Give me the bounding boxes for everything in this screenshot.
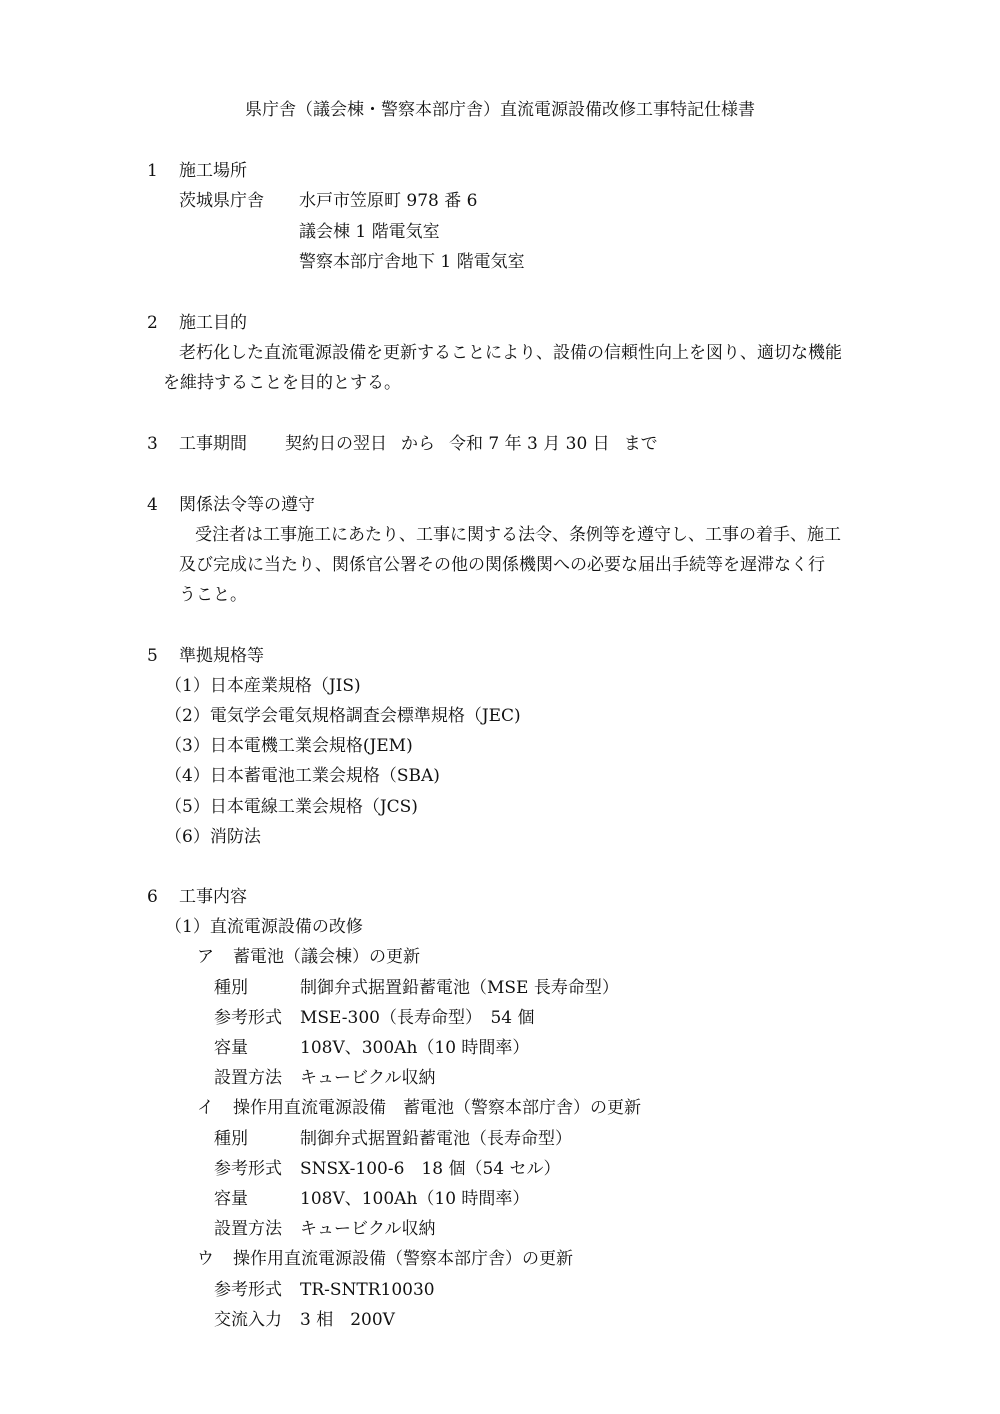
site-room: 警察本部庁舎地下 1 階電気室	[299, 252, 525, 272]
section-title: 工事内容	[179, 887, 247, 907]
spec-key: 種別	[214, 1129, 248, 1149]
spec-value: SNSX-100-6 18 個（54 セル）	[300, 1159, 561, 1179]
section-title: 関係法令等の遵守	[179, 495, 315, 515]
item-b-heading	[197, 1097, 641, 1119]
spec-row	[214, 1128, 572, 1150]
section-3-heading	[147, 433, 658, 455]
item-number: （3）	[165, 736, 210, 756]
item-text: 直流電源設備の改修	[209, 917, 363, 937]
paragraph-line: うこと。	[179, 585, 247, 605]
standard-item	[165, 796, 418, 818]
document-title: 県庁舎（議会棟・警察本部庁舎）直流電源設備改修工事特記仕様書	[245, 100, 755, 120]
item-text: 日本蓄電池工業会規格（SBA)	[209, 766, 440, 786]
item-c-heading	[197, 1248, 573, 1270]
section-title: 準拠規格等	[179, 646, 264, 666]
spec-value: TR-SNTR10030	[300, 1280, 435, 1300]
spec-value: 108V、100Ah（10 時間率）	[300, 1189, 530, 1209]
item-number: （1）	[165, 676, 210, 696]
spec-value: 3 相 200V	[300, 1310, 395, 1330]
item-title: 操作用直流電源設備（警察本部庁舎）の更新	[233, 1249, 573, 1269]
item-text: 電気学会電気規格調査会標準規格（JEC)	[209, 706, 521, 726]
spec-row	[214, 1188, 529, 1210]
site-address: 水戸市笠原町 978 番 6	[299, 191, 478, 211]
section-4-heading	[147, 494, 315, 516]
item-text: 日本電線工業会規格（JCS)	[209, 797, 418, 817]
spec-row	[214, 1309, 395, 1331]
section-6-heading	[147, 886, 247, 908]
spec-key: 種別	[214, 978, 248, 998]
spec-row	[214, 1067, 436, 1089]
section-5-heading	[147, 645, 264, 667]
item-number: （2）	[165, 706, 210, 726]
item-a-heading	[197, 946, 420, 968]
section-number: 1	[147, 161, 158, 181]
section-title: 施工場所	[179, 161, 247, 181]
section-number: 5	[147, 646, 158, 666]
section-title: 工事期間	[179, 434, 247, 454]
item-mark: ウ	[197, 1249, 214, 1269]
paragraph-line: 老朽化した直流電源設備を更新することにより、設備の信頼性向上を図り、適切な機能	[179, 343, 842, 363]
section-number: 6	[147, 887, 158, 907]
spec-key: 参考形式	[214, 1008, 282, 1028]
standard-item	[165, 675, 361, 697]
section-1-heading	[147, 160, 247, 182]
item-text: 日本産業規格（JIS)	[209, 676, 361, 696]
spec-key: 容量	[214, 1038, 248, 1058]
spec-row	[214, 1037, 529, 1059]
spec-key: 交流入力	[214, 1310, 282, 1330]
period-end: 令和 7 年 3 月 30 日	[449, 434, 610, 454]
standard-item	[165, 735, 413, 757]
item-mark: ア	[197, 947, 214, 967]
spec-value: キュービクル収納	[300, 1068, 436, 1088]
period-until: まで	[623, 434, 658, 454]
spec-key: 参考形式	[214, 1280, 282, 1300]
section-number: 4	[147, 495, 158, 515]
paragraph-line: 及び完成に当たり、関係官公署その他の関係機関への必要な届出手続等を遅滞なく行	[179, 555, 825, 575]
spec-row	[214, 977, 619, 999]
section-title: 施工目的	[179, 313, 247, 333]
period-from: から	[401, 434, 435, 454]
spec-value: 制御弁式据置鉛蓄電池（長寿命型）	[300, 1129, 572, 1149]
paragraph-line: 受注者は工事施工にあたり、工事に関する法令、条例等を遵守し、工事の着手、施工	[195, 525, 841, 545]
spec-row	[214, 1158, 561, 1180]
site-room: 議会棟 1 階電気室	[299, 222, 440, 242]
spec-key: 設置方法	[214, 1219, 282, 1239]
item-number: （4）	[165, 766, 210, 786]
item-number: （6）	[165, 827, 210, 847]
item-title: 蓄電池（議会棟）の更新	[233, 947, 420, 967]
paragraph-line: を維持することを目的とする。	[163, 373, 401, 393]
standard-item	[165, 826, 261, 848]
subsection-heading	[165, 916, 363, 938]
section-number: 2	[147, 313, 158, 333]
standard-item	[165, 705, 521, 727]
spec-row	[214, 1279, 435, 1301]
spec-value: キュービクル収納	[300, 1219, 436, 1239]
item-mark: イ	[197, 1098, 214, 1118]
site-label: 茨城県庁舎	[179, 191, 264, 211]
item-text: 日本電機工業会規格(JEM)	[209, 736, 413, 756]
item-title: 操作用直流電源設備 蓄電池（警察本部庁舎）の更新	[233, 1098, 641, 1118]
spec-value: 制御弁式据置鉛蓄電池（MSE 長寿命型）	[300, 978, 619, 998]
spec-value: MSE-300（長寿命型） 54 個	[300, 1008, 535, 1028]
spec-value: 108V、300Ah（10 時間率）	[300, 1038, 530, 1058]
item-number: （1）	[165, 917, 210, 937]
spec-row	[214, 1007, 535, 1029]
section-number: 3	[147, 434, 158, 454]
spec-key: 参考形式	[214, 1159, 282, 1179]
section-2-heading	[147, 312, 247, 334]
site-line	[179, 190, 477, 212]
spec-key: 容量	[214, 1189, 248, 1209]
standard-item	[165, 765, 440, 787]
item-text: 消防法	[209, 827, 261, 847]
item-number: （5）	[165, 797, 210, 817]
spec-row	[214, 1218, 436, 1240]
period-start: 契約日の翌日	[285, 434, 387, 454]
spec-key: 設置方法	[214, 1068, 282, 1088]
